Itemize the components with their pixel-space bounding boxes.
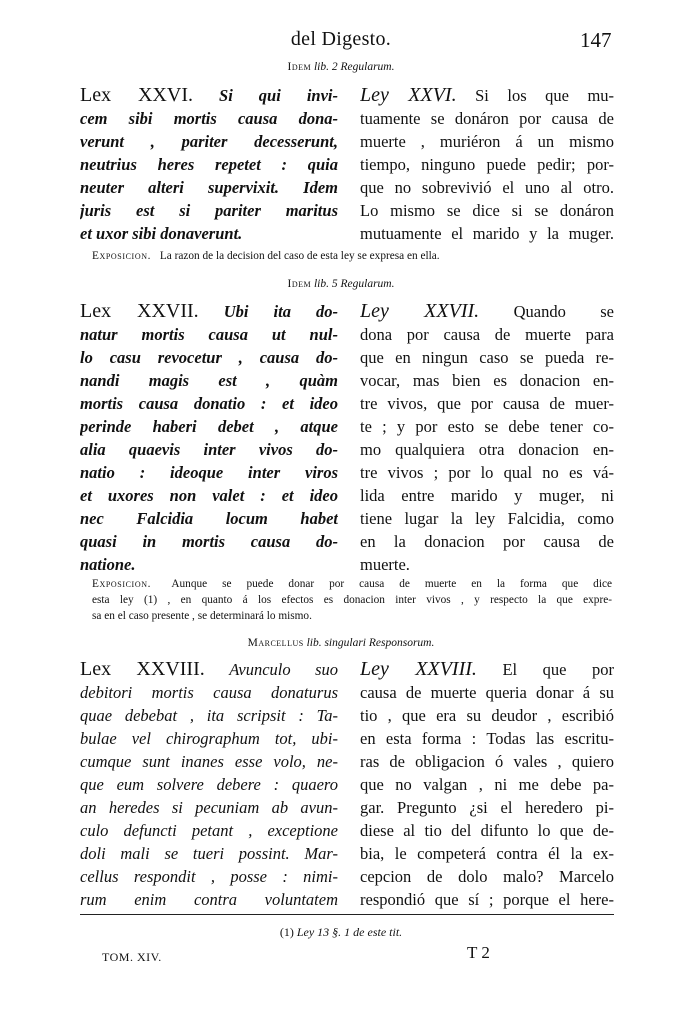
running-title: del Digesto. [290, 28, 392, 50]
exposition-text: La razon de la decision del caso de esta ley se expresa en ella. [159, 250, 440, 262]
spanish-line: que en ningun caso se pueda re- [360, 348, 614, 367]
source-work: lib. 5 Regularum. [313, 278, 395, 290]
spanish-line: mutuamente el marido y la muger. [360, 224, 614, 243]
exposition-label: Exposicion. [92, 250, 151, 262]
latin-line: quae debebat , ita scripsit : Ta- [80, 706, 338, 725]
spanish-line: dona por causa de muerte para [360, 325, 614, 344]
latin-line: doli mali se tueri possint. Mar- [80, 844, 338, 863]
spanish-line: tre vivos, que por causa de muer- [360, 394, 614, 413]
latin-line: Lex XXVI. Si qui invi- [80, 84, 338, 106]
law-heading: Lex XXVII. [80, 300, 199, 322]
spanish-line: Lo mismo se dice si se donáron [360, 201, 614, 220]
exposition-line: esta ley (1) , en quanto á los efectos es donacion inter vivos , y respecto la que expre- [92, 594, 612, 606]
latin-line: Lex XXVIII. Avunculo suo [80, 658, 338, 680]
spanish-line: en esta forma : Todas las escritu- [360, 729, 614, 748]
spanish-line: muerte. [360, 555, 410, 574]
latin-line: debitori mortis causa donaturus [80, 683, 338, 702]
latin-line: verunt , pariter decesserunt, [80, 132, 338, 151]
spanish-line: tuamente se donáron por causa de [360, 109, 614, 128]
spanish-line: cepcion de dolo malo? Marcelo [360, 867, 614, 886]
footnote-marker: (1) [279, 925, 294, 939]
latin-line: Lex XXVII. Ubi ita do- [80, 300, 338, 322]
spanish-line: tre vivos ; por lo qual no es vá- [360, 463, 614, 482]
source-work: lib. 2 Regularum. [313, 61, 395, 73]
source-citation [0, 278, 682, 290]
spanish-line: tiempo, ninguno puede pedir; por- [360, 155, 614, 174]
spanish-line: muerte , muriéron á un mismo [360, 132, 614, 151]
source-author: Idem [287, 61, 312, 73]
spanish-text [360, 658, 614, 911]
spanish-line: te ; y por esto se debe tener co- [360, 417, 614, 436]
law-heading: Ley XXVII. [360, 300, 480, 322]
exposition-line: Exposicion. Aunque se puede donar por causa de muerte en la forma que dice [92, 578, 612, 590]
spanish-line: bia, le competerá contra él la ex- [360, 844, 614, 863]
spanish-line: gar. Pregunto ¿si el heredero pi- [360, 798, 614, 817]
latin-line: mortis causa donatio : et ideo [80, 394, 338, 413]
latin-line: neuter alteri supervixit. Idem [80, 178, 338, 197]
latin-line: natione. [80, 555, 136, 574]
spanish-line: ras de obligacion ó vales , quiero [360, 752, 614, 771]
latin-line: cellus respondit , posse : nimi- [80, 867, 338, 886]
latin-line: an heredes si pecuniam ab avun- [80, 798, 338, 817]
exposition-line: sa en el caso presente , se determinará lo mismo. [92, 610, 312, 622]
latin-line: cumque sunt inanes esse volo, ne- [80, 752, 338, 771]
latin-line: et uxor sibi donaverunt. [80, 224, 243, 243]
exposition [92, 576, 612, 624]
latin-line: que eum solvere debere : quaero [80, 775, 338, 794]
latin-line: nec Falcidia locum habet [80, 509, 338, 528]
source-author: Idem [287, 278, 312, 290]
latin-line: et uxores non valet : et ideo [80, 486, 338, 505]
law-heading: Lex XXVI. [80, 84, 193, 106]
spanish-line: Ley XXVIII. El que por [360, 658, 614, 680]
latin-line: culo defuncti petant , exceptione [80, 821, 338, 840]
volume-signature: TOM. XIV. [102, 950, 162, 964]
spanish-line: Ley XXVI. Si los que mu- [360, 84, 614, 106]
source-author: Marcellus [247, 637, 304, 649]
law-heading: Lex XXVIII. [80, 658, 205, 680]
latin-line: natur mortis causa ut nul- [80, 325, 338, 344]
spanish-line: tiene lugar la ley Falcidia, como [360, 509, 614, 528]
source-citation [0, 61, 682, 73]
law-heading: Ley XXVI. [360, 84, 457, 106]
latin-line: quasi in mortis causa do- [80, 532, 338, 551]
page-number: 147 [580, 28, 612, 52]
spanish-line: respondió que sí ; porque el here- [360, 890, 614, 909]
latin-line: bulae vel chirographum tot, ubi- [80, 729, 338, 748]
spanish-line: en la donacion por causa de [360, 532, 614, 551]
latin-line: lo casu revocetur , causa do- [80, 348, 338, 367]
footnote [0, 925, 682, 940]
latin-text [80, 84, 338, 245]
latin-line: cem sibi mortis causa dona- [80, 109, 338, 128]
spanish-line: diese al tio del difunto lo que de- [360, 821, 614, 840]
spanish-line: tio , que era su deudor , escribió [360, 706, 614, 725]
source-work: lib. singulari Responsorum. [306, 637, 435, 649]
latin-line: rum enim contra voluntatem [80, 890, 338, 909]
spanish-line: Ley XXVII. Quando se [360, 300, 614, 322]
spanish-text [360, 300, 614, 576]
spanish-line: causa de muerte queria donar á su [360, 683, 614, 702]
source-citation [0, 637, 682, 649]
spanish-line: lida entre marido y muger, ni [360, 486, 614, 505]
latin-line: nandi magis est , quàm [80, 371, 338, 390]
latin-line: juris est si pariter maritus [80, 201, 338, 220]
latin-text [80, 658, 338, 911]
spanish-line: que no sobrevivió el uno al otro. [360, 178, 614, 197]
sheet-signature: T 2 [467, 943, 490, 962]
exposition-label: Exposicion. [92, 578, 151, 590]
spanish-line: mo qualquiera otra donacion en- [360, 440, 614, 459]
law-heading: Ley XXVIII. [360, 658, 477, 680]
exposition [92, 248, 612, 264]
latin-line: alia quaevis inter vivos do- [80, 440, 338, 459]
latin-text [80, 300, 338, 576]
latin-line: neutrius heres repetet : quia [80, 155, 338, 174]
footnote-rule [80, 914, 614, 915]
spanish-line: que no valgan , ni me debe pa- [360, 775, 614, 794]
latin-line: perinde haberi debet , atque [80, 417, 338, 436]
spanish-text [360, 84, 614, 245]
footnote-text: Ley 13 §. 1 de este tit. [296, 925, 403, 939]
latin-line: natio : ideoque inter viros [80, 463, 338, 482]
spanish-line: vocar, mas bien es donacion en- [360, 371, 614, 390]
